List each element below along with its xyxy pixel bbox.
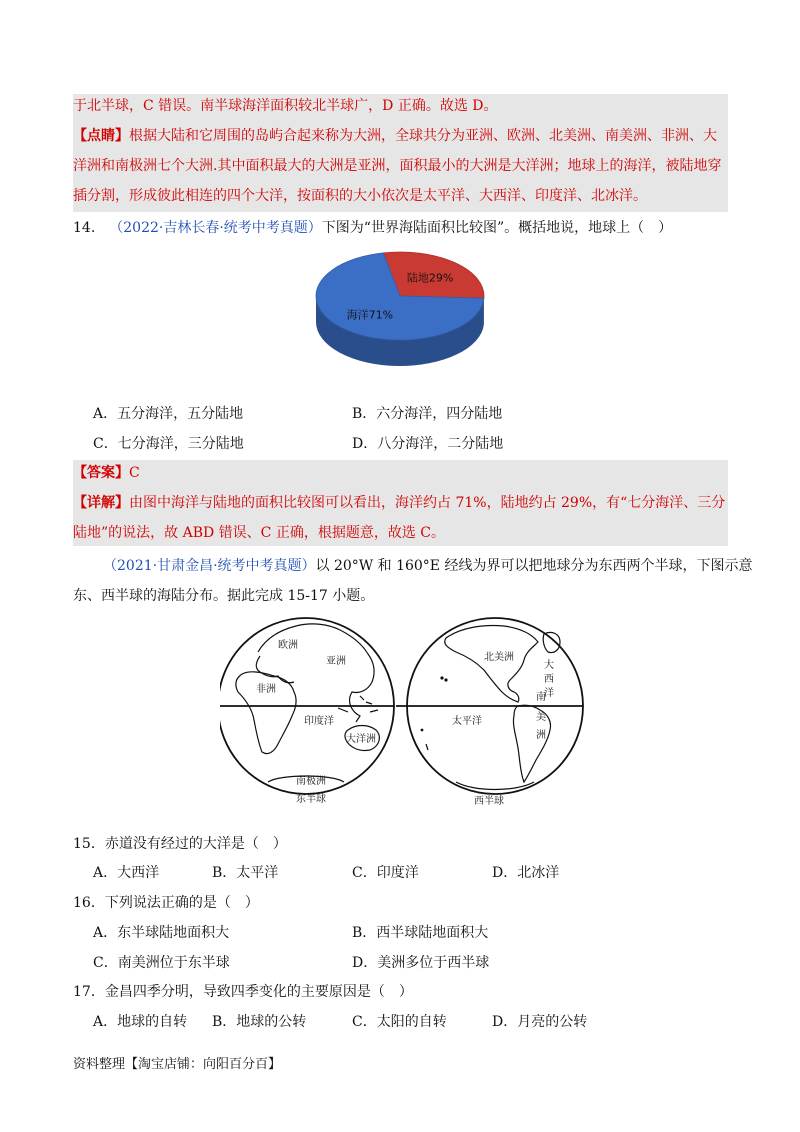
pie-label-陆地: 陆地29% [406, 271, 454, 285]
q14-option-a[interactable]: A．五分海洋，五分陆地 [93, 406, 244, 422]
q15-option-b[interactable]: B．太平洋 [212, 865, 279, 881]
q14-number: 14. [73, 220, 96, 236]
north-america-coast [445, 626, 538, 703]
label-north-america: 北美洲 [484, 652, 514, 663]
q17-stem: 17．金昌四季分明，导致四季变化的主要原因是（ ） [73, 984, 413, 1000]
q16-option-b[interactable]: B．西半球陆地面积大 [352, 925, 489, 941]
q15-option-d[interactable]: D．北冰洋 [492, 865, 560, 881]
intro-line-2: 东、西半球的海陆分布。据此完成 15-17 小题。 [73, 588, 375, 604]
label-south-2: 美 [536, 712, 546, 723]
q14-detail-line-1 [73, 493, 725, 513]
label-atlantic-3: 洋 [544, 688, 554, 699]
q14-option-d[interactable]: D．八分海洋，二分陆地 [352, 436, 504, 452]
pie-top [316, 252, 484, 340]
q16-option-d[interactable]: D．美洲多位于西半球 [352, 955, 490, 971]
label-oceania: 大洋洲 [346, 734, 376, 745]
point-text-1: 根据大陆和它周围的岛屿合起来称为大洲，全球共分为亚洲、欧洲、北美洲、南美洲、非洲、大 [129, 128, 717, 144]
pie-label-海洋: 海洋71% [346, 308, 394, 322]
q16-option-c[interactable]: C．南美洲位于东半球 [93, 955, 230, 971]
answer-tag: 【答案】 [73, 465, 129, 481]
label-antarctica: 南极洲 [296, 776, 326, 787]
label-atlantic-1: 大 [544, 660, 554, 671]
label-africa: 非洲 [256, 684, 276, 695]
west-labels [452, 650, 554, 807]
label-west-caption: 西半球 [474, 796, 504, 807]
q17-option-d[interactable]: D．月亮的公转 [492, 1014, 588, 1030]
answer-value: C [129, 465, 140, 481]
label-east-caption: 东半球 [296, 794, 326, 805]
label-atlantic-2: 西 [544, 674, 554, 685]
label-south-3: 洲 [536, 730, 546, 741]
point-tag: 【点睛】 [73, 128, 129, 144]
q14-text: 下图为“世界海陆面积比较图”。概括地说，地球上（ ） [321, 220, 673, 236]
island-dot-2 [444, 678, 447, 681]
q16-stem: 16．下列说法正确的是（ ） [73, 895, 259, 911]
east-islands [338, 696, 378, 712]
east-hemisphere [220, 618, 394, 794]
q14-answer-line [73, 463, 140, 483]
greenland-coast [543, 632, 560, 652]
q15-stem: 15．赤道没有经过的大洋是（ ） [73, 836, 287, 852]
hemisphere-map [220, 612, 585, 812]
west-hemisphere [396, 618, 583, 794]
label-pacific: 太平洋 [452, 716, 482, 727]
island-dot-3 [421, 729, 424, 732]
pie-chart [300, 248, 500, 373]
q16-option-a[interactable]: A．东半球陆地面积大 [93, 925, 230, 941]
q17-option-c[interactable]: C．太阳的自转 [352, 1014, 447, 1030]
q17-option-b[interactable]: B．地球的公转 [212, 1014, 307, 1030]
antarctica-west [456, 782, 534, 790]
prev-answer-line: 于北半球，C 错误。南半球海洋面积较北半球广，D 正确。故选 D。 [73, 98, 498, 114]
eurasia-coast [256, 624, 374, 722]
q15-option-a[interactable]: A．大西洋 [93, 865, 160, 881]
q14-option-c[interactable]: C．七分海洋，三分陆地 [93, 436, 244, 452]
point-line-1 [73, 126, 717, 146]
intro-text-1: 以 20°W 和 160°E 经线为界可以把地球分为东西两个半球，下图示意 [315, 558, 753, 574]
label-europe: 欧洲 [278, 640, 298, 651]
q14-source: （2022·吉林长春·统考中考真题） [109, 220, 322, 236]
island-stroke [426, 744, 428, 750]
footer-text: 资料整理【淘宝店铺：向阳百分百】 [73, 1057, 282, 1072]
intro-line-1 [103, 556, 752, 576]
island-dot-1 [440, 676, 443, 679]
point-line-3: 插分割，形成彼此相连的四个大洋，按面积的大小依次是太平洋、大西洋、印度洋、北冰洋。 [73, 188, 647, 204]
q15-option-c[interactable]: C．印度洋 [352, 865, 419, 881]
q17-option-a[interactable]: A．地球的自转 [93, 1014, 188, 1030]
q14-option-b[interactable]: B．六分海洋，四分陆地 [352, 406, 503, 422]
point-line-2: 洋洲和南极洲七个大洲.其中面积最大的大洲是亚洲，面积最小的大洲是大洋洲；地球上的海洋，被陆地穿 [73, 158, 722, 174]
east-labels [256, 638, 376, 805]
intro-source: （2021·甘肃金昌·统考中考真题） [103, 558, 316, 574]
detail-text-1: 由图中海洋与陆地的面积比较图可以看出，海洋约占 71%，陆地约占 29%，有“七分海洋、三分 [129, 495, 726, 511]
q14-stem [73, 218, 672, 238]
label-indian-ocean: 印度洋 [304, 716, 334, 727]
label-south-1: 南 [536, 692, 546, 703]
detail-tag: 【详解】 [73, 495, 129, 511]
label-asia: 亚洲 [326, 656, 346, 667]
q14-detail-line-2: 陆地”的说法，故 ABD 错误、C 正确，根据题意，故选 C。 [73, 525, 446, 541]
